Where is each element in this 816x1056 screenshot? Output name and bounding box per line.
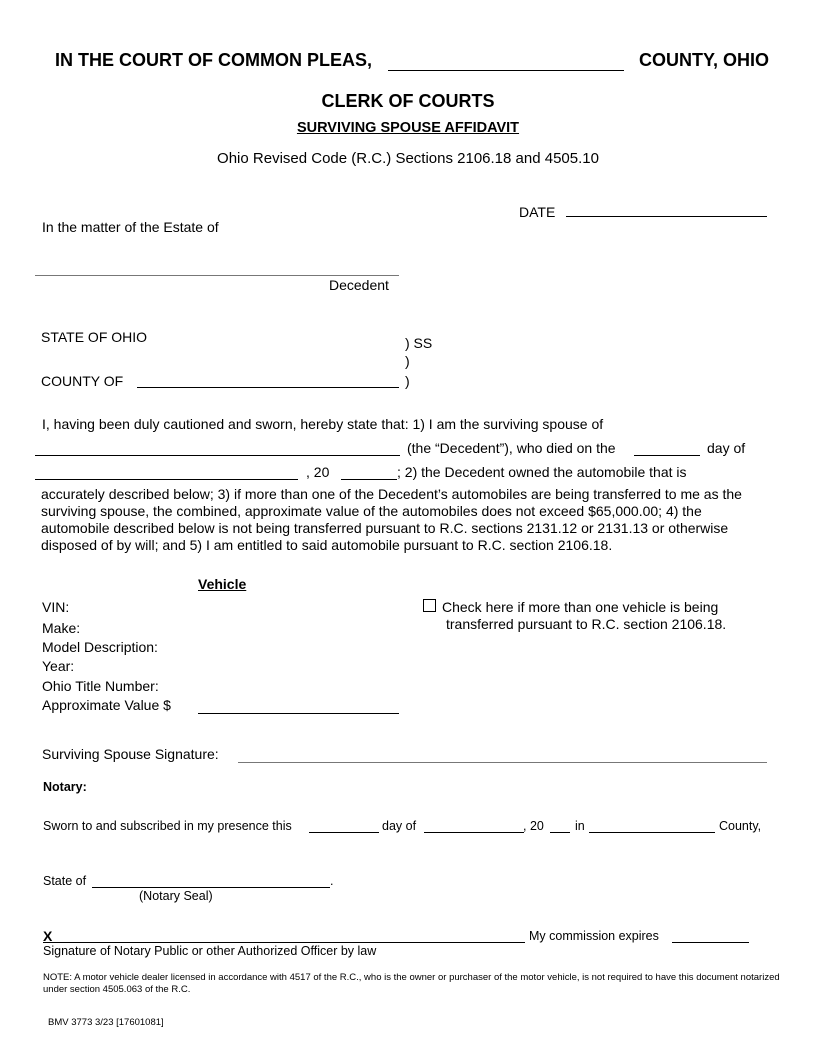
form-title: SURVIVING SPOUSE AFFIDAVIT [296, 120, 520, 136]
sworn-text-e: County, [719, 819, 762, 833]
affidavit-line-3b: ; 2) the Decedent owned the automobile that is [397, 464, 687, 480]
statute-reference: Ohio Revised Code (R.C.) Sections 2106.18 and 4505.10 [217, 150, 599, 167]
affidavit-line-1: I, having been duly cautioned and sworn, hereby state that: 1) I am the surviving spouse of [42, 416, 604, 432]
notary-signature-field[interactable] [43, 942, 525, 943]
clerk-heading: CLERK OF COURTS [321, 91, 495, 111]
spouse-signature-label: Surviving Spouse Signature: [42, 746, 219, 762]
model-label: Model Description: [42, 639, 158, 655]
state-of-label: State of [43, 874, 87, 888]
sworn-text-c: , 20 [523, 819, 544, 833]
make-label: Make: [42, 620, 81, 636]
estate-matter-label: In the matter of the Estate of [42, 219, 219, 235]
county-of-label: COUNTY OF [41, 373, 124, 389]
state-period: . [330, 874, 334, 888]
vin-label: VIN: [42, 599, 70, 615]
ss-bracket: ) SS [405, 335, 433, 351]
sworn-month-field[interactable] [424, 832, 524, 833]
decedent-name-field[interactable] [35, 275, 399, 276]
court-heading-left: IN THE COURT OF COMMON PLEAS, [55, 50, 372, 70]
state-of-ohio-label: STATE OF OHIO [41, 329, 148, 345]
spouse-of-field[interactable] [35, 455, 400, 456]
court-county-blank[interactable] [388, 70, 624, 71]
sworn-text-a: Sworn to and subscribed in my presence this [43, 819, 292, 833]
death-day-field[interactable] [634, 455, 700, 456]
dealer-note: NOTE: A motor vehicle dealer licensed in accordance with 4517 of the R.C., who is the owner or purchaser of the motor vehicle, is not required to have this document notarized under section 4505.063 of the R.C. [43, 972, 780, 995]
title-number-label: Ohio Title Number: [42, 678, 159, 694]
sworn-county-field[interactable] [589, 832, 715, 833]
bracket-2: ) [405, 353, 410, 369]
year-label: Year: [42, 658, 75, 674]
affidavit-line-2a: (the “Decedent”), who died on the [407, 440, 616, 456]
vehicle-heading: Vehicle [198, 576, 247, 592]
multiple-vehicles-checkbox[interactable] [423, 599, 436, 612]
sworn-year-field[interactable] [550, 832, 570, 833]
date-label: DATE [519, 204, 556, 220]
court-heading-right: COUNTY, OHIO [639, 50, 770, 70]
county-field[interactable] [137, 387, 399, 388]
commission-expires-label: My commission expires [529, 929, 659, 943]
date-field[interactable] [566, 216, 767, 217]
death-month-field[interactable] [35, 479, 298, 480]
form-id: BMV 3773 3/23 [17601081] [48, 1017, 164, 1028]
spouse-signature-field[interactable] [238, 762, 767, 763]
affidavit-line-3a: , 20 [306, 464, 330, 480]
affidavit-line-2b: day of [707, 440, 746, 456]
notary-seal-label: (Notary Seal) [139, 889, 213, 903]
sworn-text-d: in [575, 819, 585, 833]
approx-value-label: Approximate Value $ [42, 697, 171, 713]
death-year-field[interactable] [341, 479, 397, 480]
checkbox-label-line-1: Check here if more than one vehicle is being [442, 599, 719, 615]
sworn-day-field[interactable] [309, 832, 379, 833]
commission-expires-field[interactable] [672, 942, 749, 943]
sworn-text-b: day of [382, 819, 417, 833]
approx-value-field[interactable] [198, 713, 399, 714]
x-mark: X [43, 928, 53, 944]
notary-signature-label: Signature of Notary Public or other Authorized Officer by law [43, 944, 377, 958]
decedent-label: Decedent [329, 277, 389, 293]
notary-heading: Notary: [43, 780, 87, 794]
notary-state-field[interactable] [92, 887, 330, 888]
bracket-3: ) [405, 373, 410, 389]
affidavit-body: accurately described below; 3) if more than one of the Decedent’s automobiles are being transferred to me as the surviving spouse, the combined, approximate value of the automobiles does not exceed $65,000.00; 4) the automobile described below is not being transferred pursuant to R.C. sections 2131.12 or 2131.13 or otherwise disposed of by will; and 5) I am entitled to said automobile pursuant to R.C. section 2106.18. [41, 486, 742, 553]
checkbox-label-line-2: transferred pursuant to R.C. section 2106.18. [446, 616, 727, 632]
